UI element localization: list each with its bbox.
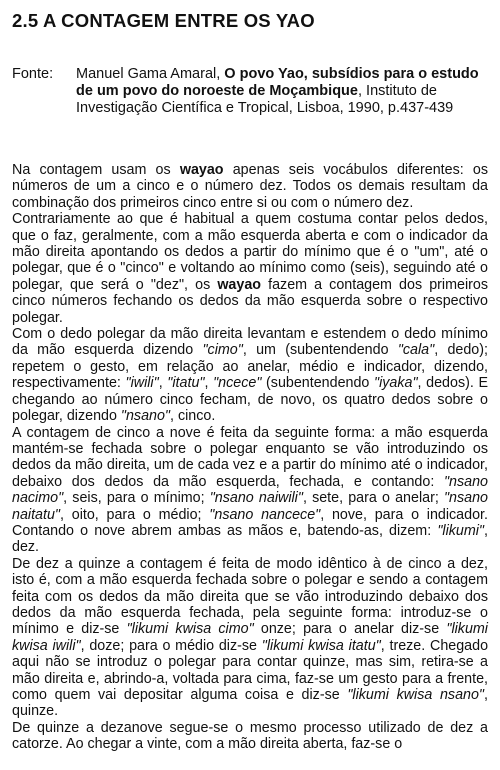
source-publication: , Instituto de Investigação Científica e Tropical, Lisboa, 1990, p.437-439 [76,83,454,116]
paragraph [12,720,488,753]
text-run: , oito, para o médio; [60,506,210,523]
text-run: , sete, para o anelar; [302,490,444,507]
yao-term: "cimo" [202,342,243,359]
source-author: Manuel Gama Amaral, [76,66,225,82]
yao-term: "likumi kwisa cimo" [126,621,254,638]
bold-term: wayao [179,162,224,178]
text-run: , treze. Chegado aqui não se introduz o polegar para contar quinze, mas sim, retira-se a mão direita e, abrindo-a, voltada para cima, faz-se um gesto para a frente, como quem vai depositar alguma coisa e diz-se [12,637,489,703]
yao-term: "nsano naitatu" [12,490,489,523]
yao-term: "nsano naiwili" [209,490,303,507]
yao-term: "ncece" [213,375,262,392]
text-run: (subentendendo [261,375,375,392]
paragraph [12,425,488,556]
text-run: , um (subentendendo [242,342,398,359]
text-run: , cinco. [170,408,216,425]
yao-term: "likumi kwisa iwili" [12,621,488,654]
bold-term: wayao [217,276,262,293]
yao-term: "likumi kwisa itatu" [261,637,381,654]
yao-term: "nsano nancece" [209,506,321,523]
source-work-title: O povo Yao, subsídios para o estudo de um povo do noroeste de Moçambique [76,66,479,99]
text-run: Com o dedo polegar da mão direita levantam e estendem o dedo mínimo da mão esquerda dizendo [12,326,488,359]
text-run: fazem a contagem dos primeiros cinco números fechando os dedos da mão esquerda sobre o respectivo polegar. [12,276,488,326]
paragraph [12,556,488,720]
text-run: Na contagem usam os [12,162,180,178]
text-run: , dez. [12,522,488,556]
text-run: apenas seis vocábulos diferentes: os números de um a cinco e o número dez. Todos os demais resultam da combinação dos primeiros cinco entre si ou com o número dez. [12,162,488,211]
yao-term: "likumi kwisa nsano" [347,687,485,703]
text-run: , doze; para o médio diz-se [80,637,262,654]
text-run: Contrariamente ao que é habitual a quem costuma contar pelos dedos, que o faz, geralmente, com a mão esquerda aberta e com o indicador da mão direita apontando os dedos a partir do mínimo que é o "um", até o polegar, que é o "cinco" e voltando ao mínimo como (seis), seguindo até o polegar, que será o "dez", os [12,211,488,293]
paragraph [12,162,488,211]
text-run: De dez a quinze a contagem é feita de modo idêntico à de cinco a dez, isto é, com a mão esquerda fechada sobre o polegar e sendo a contagem feita com os dedos da mão direita que se vão introduzindo debaixo dos dedos da mão esquerda fechada, pela seguinte forma: introduz-se o mínimo e diz-se [12,555,488,638]
text-run: onze; para o anelar diz-se [253,621,447,638]
text-run: A contagem de cinco a nove é feita da seguinte forma: a mão esquerda mantém-se fechada sobre o polegar enquanto se vão introduzindo os dedos da mão direita, um de cada vez e a partir do mínimo até o indicador, debaixo dos dedos da mão esquerda, fechada, e contando: [12,424,488,490]
text-run: , [158,375,168,392]
text-run: De quinze a dezanove segue-se o mesmo processo utilizado de dez a catorze. Ao chegar a vinte, com a mão direita aberta, faz-se o [12,719,488,753]
yao-term: "cala" [397,342,435,359]
source-label: Fonte: [12,66,54,82]
yao-term: "itatu" [167,375,205,392]
body-text [12,162,488,753]
yao-term: "likumi" [437,522,485,539]
text-run: , [204,375,214,392]
yao-term: "iwili" [125,375,159,392]
paragraph [12,211,488,326]
section-title: 2.5 A CONTAGEM ENTRE OS YAO [12,10,315,31]
yao-term: "iyaka" [374,375,418,392]
source-reference [76,66,488,117]
text-run: , dedo); repetem o gesto, em relação ao anelar, médio e indicador, dizendo, respectivamente: [12,342,488,392]
yao-term: "nsano" [120,408,171,425]
text-run: , dedos). E chegando ao número cinco fecham, de novo, os quatro dedos sobre o polegar, dizendo [12,375,488,425]
text-run: , nove, para o indicador. Contando o nove abrem ambas as mãos e, batendo-as, dizem: [12,506,488,539]
yao-term: "nsano nacimo" [12,473,488,507]
paragraph [12,326,488,424]
text-run: , quinze. [12,687,488,720]
text-run: , seis, para o mínimo; [63,490,210,507]
